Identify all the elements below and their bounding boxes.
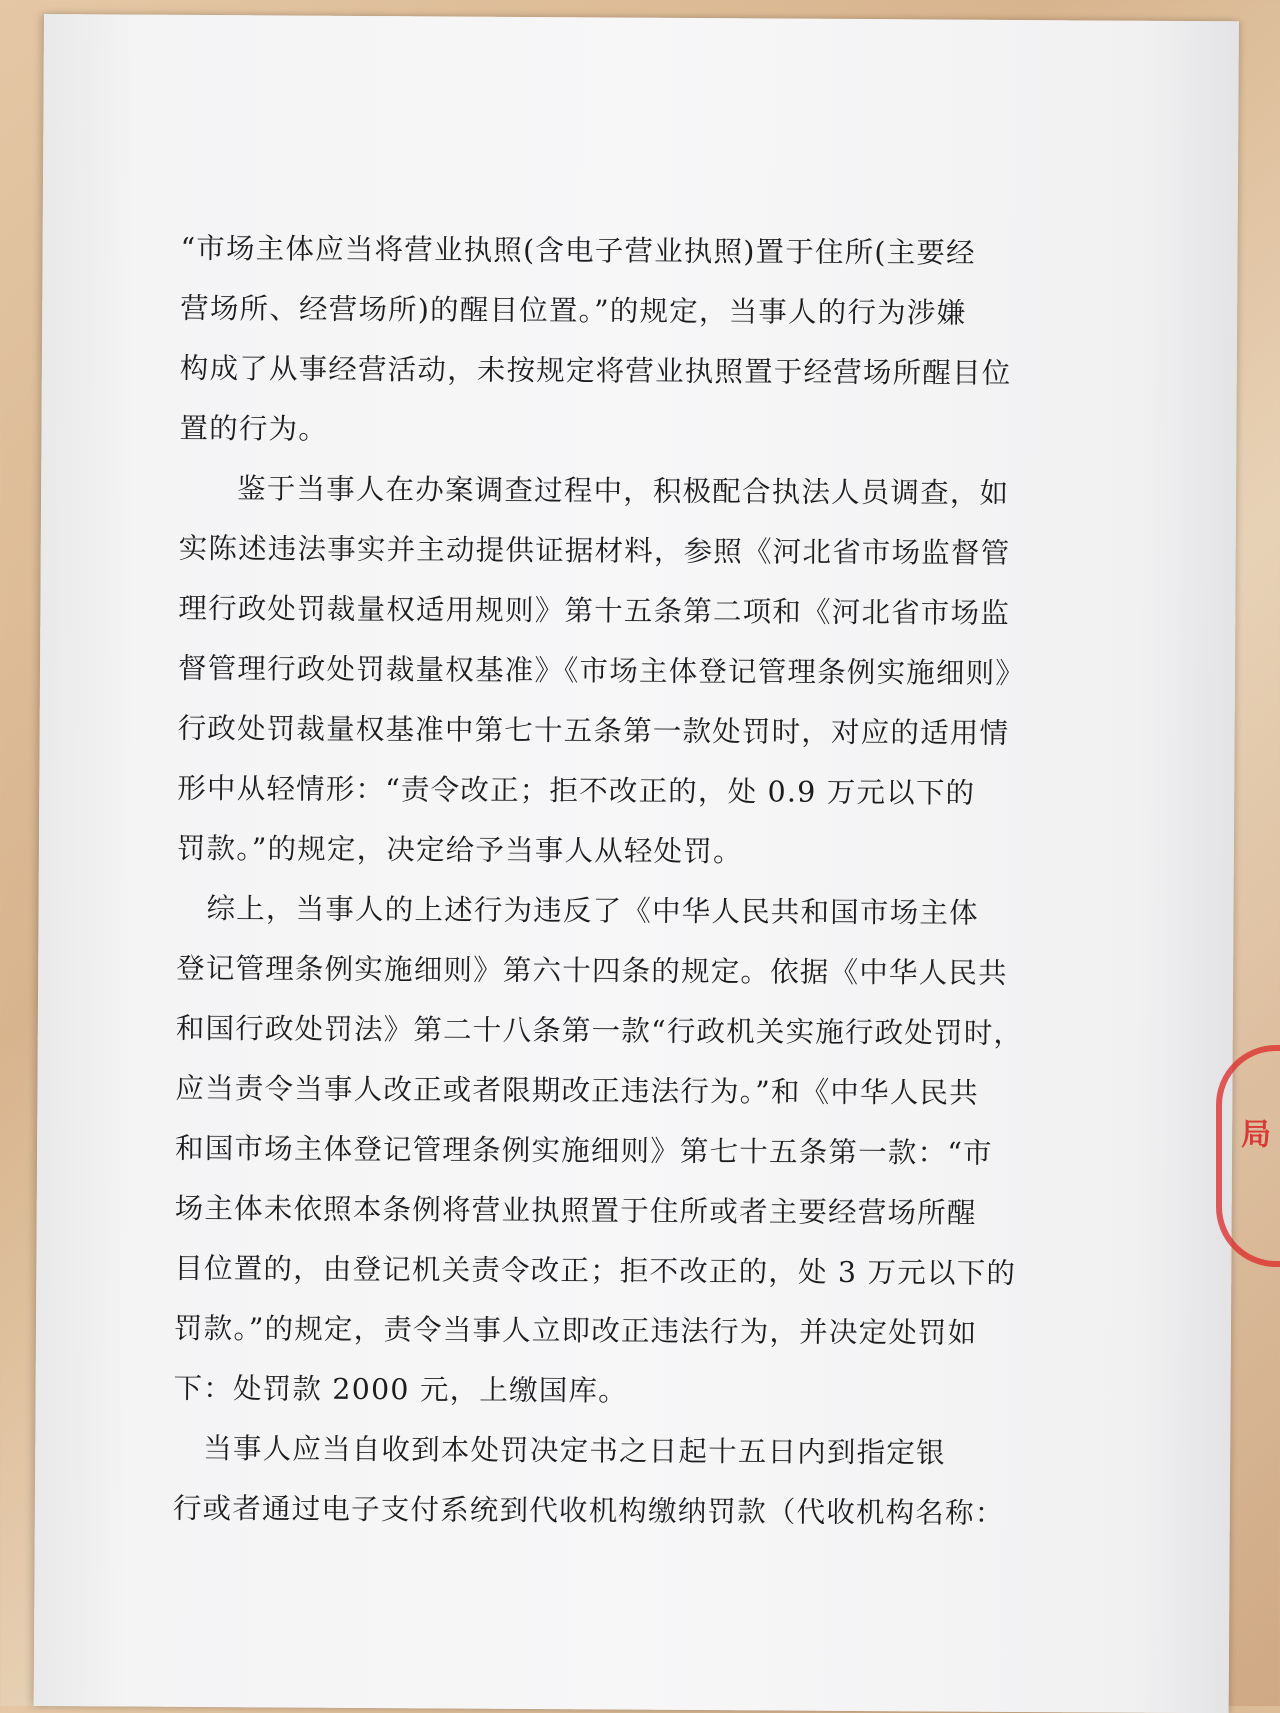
text-line: 下：处罚款 2000 元，上缴国库。 — [173, 1371, 628, 1408]
seal-text: 局 — [1235, 1118, 1270, 1148]
document-body — [173, 219, 1141, 1545]
text-line: 目位置的，由登记机关责令改正；拒不改正的，处 3 万元以下的 — [174, 1251, 1017, 1290]
text-line: “市场主体应当将营业执照(含电子营业执照)置于住所(主要经 — [180, 231, 976, 270]
text-line: 督管理行政处罚裁量权基准》《市场主体登记管理条例实施细则》 — [177, 651, 1026, 691]
text-line: 场主体未依照本条例将营业执照置于住所或者主要经营场所醒 — [174, 1191, 977, 1230]
official-seal-partial — [1216, 1045, 1280, 1267]
text-line: 鉴于当事人在办案调查过程中，积极配合执法人员调查，如 — [237, 472, 1010, 510]
text-line: 应当责令当事人改正或者限期改正违法行为。”和《中华人民共 — [175, 1071, 979, 1110]
text-line: 和国市场主体登记管理条例实施细则》第七十五条第一款：“市 — [174, 1131, 993, 1170]
text-line: 综上，当事人的上述行为违反了《中华人民共和国市场主体 — [206, 892, 979, 930]
text-line: 形中从轻情形：“责令改正；拒不改正的，处 0.9 万元以下的 — [177, 771, 976, 810]
text-line: 罚款。”的规定，责令当事人立即改正违法行为，并决定处罚如 — [173, 1311, 978, 1350]
text-line: 实陈述违法事实并主动提供证据材料，参照《河北省市场监督管 — [178, 531, 1011, 570]
document-page — [34, 14, 1239, 1713]
text-line: 罚款。”的规定，决定给予当事人从轻处罚。 — [176, 831, 743, 869]
text-line: 营场所、经营场所)的醒目位置。”的规定，当事人的行为涉嫌 — [180, 291, 967, 330]
text-line: 和国行政处罚法》第二十八条第一款“行政机关实施行政处罚时， — [175, 1011, 1024, 1050]
text-line: 理行政处罚裁量权适用规则》第十五条第二项和《河北省市场监 — [178, 591, 1011, 630]
text-line: 登记管理条例实施细则》第六十四条的规定。依据《中华人民共 — [176, 951, 1008, 990]
text-line: 行或者通过电子支付系统到代收机构缴纳罚款（代收机构名称： — [172, 1491, 1005, 1530]
text-line: 置的行为。 — [179, 411, 329, 446]
text-line: 行政处罚裁量权基准中第七十五条第一款处罚时，对应的适用情 — [177, 711, 1010, 750]
text-line: 构成了从事经营活动，未按规定将营业执照置于经营场所醒目位 — [179, 351, 1012, 390]
text-line: 当事人应当自收到本处罚决定书之日起十五日内到指定银 — [203, 1431, 946, 1470]
